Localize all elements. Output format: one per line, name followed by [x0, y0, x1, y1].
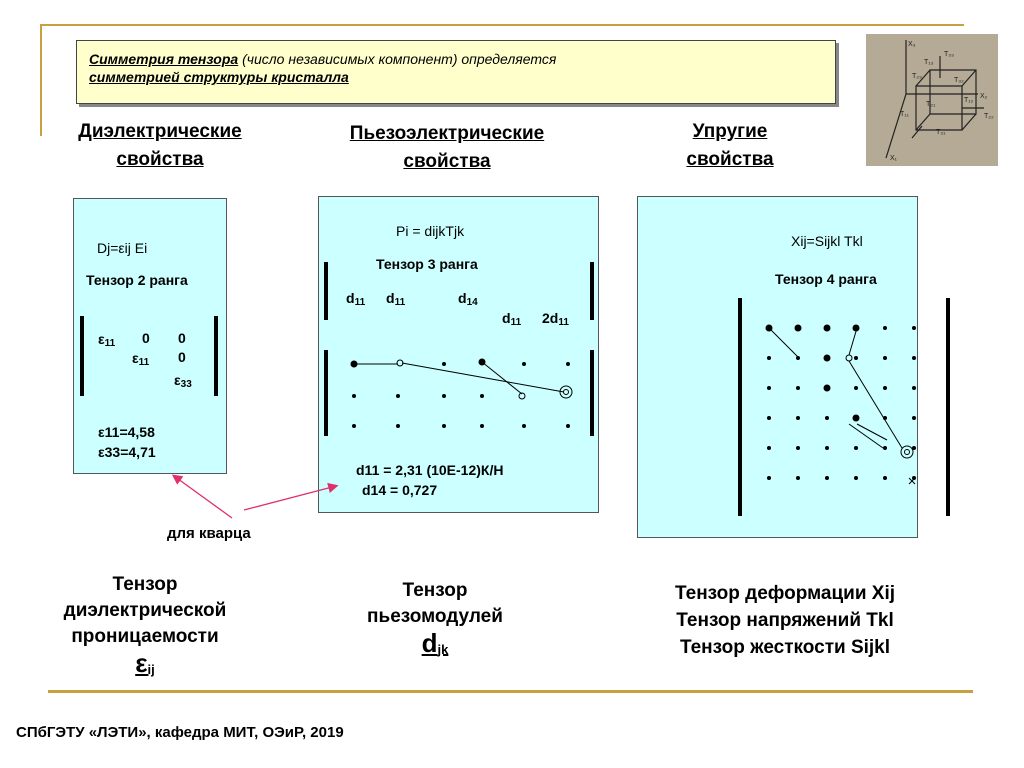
piezo-row2-b-symbol: 2d: [542, 310, 559, 326]
piezo-row1-c-index: 14: [466, 297, 478, 308]
piezo-matrix-dot: [566, 362, 570, 366]
piezo-caption-line1: Тензор: [402, 580, 468, 601]
elastic-matrix-dot: [883, 356, 887, 360]
elastic-matrix-dot: [824, 355, 831, 362]
elastic-double-dot: [901, 446, 913, 458]
piezo-matrix-dot: [352, 394, 356, 398]
elastic-matrix-dot: [912, 356, 916, 360]
piezo-caption-d: d: [421, 628, 438, 658]
elastic-link: [769, 328, 799, 358]
elastic-dot-matrix: [737, 300, 937, 510]
elastic-rank: Тензор 4 ранга: [775, 271, 877, 287]
dielectric-caption: [20, 572, 270, 683]
elastic-matrix-dot: [767, 446, 771, 450]
elastic-formula: Xij=Sijkl Tkl: [791, 233, 863, 249]
piezo-heading-line1: Пьезоэлектрические: [349, 123, 545, 144]
elastic-matrix-dot: [767, 476, 771, 480]
piezo-matrix-dot: [522, 362, 526, 366]
elastic-matrix-dot: [912, 386, 916, 390]
dielectric-formula: Dj=εij Ei: [97, 240, 148, 256]
intro-text: (число независимых компонент) определяется: [238, 51, 557, 67]
intro-term: Симметрия тензора: [89, 51, 239, 67]
bottom-rule: [48, 690, 973, 693]
elastic-matrix-dot: [767, 356, 771, 360]
dielectric-m22-symbol: ε: [132, 350, 139, 366]
elastic-matrix-dot: [796, 476, 800, 480]
piezo-matrix-dot: [442, 362, 446, 366]
dielectric-m33-index: 33: [180, 379, 192, 390]
elastic-matrix-dot: [854, 386, 858, 390]
left-rule: [40, 24, 42, 136]
piezo-heading: [318, 120, 576, 176]
dielectric-m13: 0: [178, 330, 186, 346]
dielectric-caption-line2: диэлектрической: [63, 600, 227, 621]
crystal-stress-diagram: [866, 34, 998, 166]
crystal-axis-label: X₂: [980, 93, 988, 100]
arrow-to-dielectric: [174, 476, 232, 518]
crystal-axis-label: T₂₁: [926, 101, 936, 108]
dielectric-m11: [98, 331, 115, 349]
piezo-matrix-dot: [522, 424, 526, 428]
elastic-link: [849, 361, 902, 448]
piezo-row1-b-symbol: d: [386, 290, 395, 306]
dielectric-caption-line3: проницаемости: [71, 626, 219, 647]
matrix-bracket-right: [214, 316, 218, 396]
dielectric-heading-line2: свойства: [116, 149, 204, 170]
piezo-matrix-dot: [480, 394, 484, 398]
elastic-hollow-dot: [846, 355, 852, 361]
crystal-axis-label: T₁₂: [964, 97, 974, 104]
elastic-matrix-dot: [796, 446, 800, 450]
crystal-axis-label: T₃₁: [936, 129, 946, 136]
elastic-matrix-dot: [825, 446, 829, 450]
elastic-matrix-dot: [825, 416, 829, 420]
elastic-matrix-dot: [853, 415, 860, 422]
elastic-link: [849, 424, 883, 448]
piezo-row2-a-symbol: d: [502, 310, 511, 326]
elastic-heading-line2: свойства: [686, 149, 774, 170]
elastic-matrix-dot: [854, 356, 858, 360]
matrix-bracket-left: [80, 316, 84, 396]
piezo-matrix-dot: [442, 424, 446, 428]
dielectric-m12: 0: [142, 330, 150, 346]
elastic-matrix-dot: [912, 416, 916, 420]
piezo-row1-a-symbol: d: [346, 290, 355, 306]
elastic-matrix-dot: [854, 476, 858, 480]
piezo-matrix-dot: [352, 424, 356, 428]
elastic-caption-line2: Тензор напряжений Tkl: [676, 610, 894, 631]
dielectric-caption-index: ij: [147, 662, 155, 677]
crystal-axis-label: X₁: [890, 155, 898, 162]
dielectric-m11-index: 11: [104, 338, 116, 349]
dielectric-m22-index: 11: [138, 357, 150, 368]
piezo-caption-line2: пьезомодулей: [367, 606, 503, 627]
piezo-formula: Pi = dijkTjk: [396, 223, 465, 239]
elastic-caption: [620, 580, 950, 661]
elastic-matrix-dot: [912, 326, 916, 330]
piezo-matrix-dot: [442, 394, 446, 398]
quartz-arrows: [160, 462, 350, 532]
piezo-row1-a-index: 11: [354, 297, 366, 308]
piezo-value-d14: d14 = 0,727: [362, 482, 438, 498]
elastic-caption-line3: Тензор жесткости Sijkl: [679, 637, 891, 658]
elastic-link: [857, 424, 887, 440]
quartz-label: для кварца: [167, 525, 251, 542]
dielectric-heading: [50, 118, 270, 174]
elastic-link: [849, 328, 857, 355]
elastic-matrix-dot: [824, 325, 831, 332]
dielectric-rank: Тензор 2 ранга: [86, 272, 188, 288]
crystal-axis-label: X₃: [908, 41, 916, 48]
arrow-to-piezo: [244, 486, 336, 510]
piezo-rank: Тензор 3 ранга: [376, 256, 478, 272]
piezo-row2-a-index: 11: [510, 317, 522, 328]
piezo-caption: [310, 578, 560, 663]
elastic-matrix-dot: [795, 325, 802, 332]
elastic-matrix-dot: [796, 416, 800, 420]
elastic-matrix-dot: [883, 326, 887, 330]
crystal-stress-image: [866, 34, 998, 166]
dielectric-m33-symbol: ε: [174, 372, 181, 388]
dielectric-heading-line1: Диэлектрические: [78, 121, 242, 142]
elastic-matrix-dot: [883, 446, 887, 450]
dielectric-m33: [174, 372, 192, 390]
piezo-row1-c-symbol: d: [458, 290, 467, 306]
elastic-double-dot-core: [905, 450, 910, 455]
crystal-axis-label: T₁₁: [900, 111, 909, 118]
dielectric-value-e11: ε11=4,58: [98, 424, 155, 440]
crystal-axis-label: T₂₂: [984, 113, 994, 120]
piezo-row1-b-index: 11: [394, 297, 406, 308]
dielectric-caption-symbol: [135, 648, 155, 678]
piezo-matrix-dot: [396, 424, 400, 428]
dielectric-m23: 0: [178, 349, 186, 365]
piezo-caption-index: jk: [437, 642, 449, 657]
dielectric-m11-symbol: ε: [98, 331, 105, 347]
intro-term-2: симметрией структуры кристалла: [89, 69, 349, 85]
piezo-matrix-dot: [566, 424, 570, 428]
dielectric-caption-line1: Тензор: [112, 574, 178, 595]
piezo-matrix-dot: [480, 424, 484, 428]
crystal-axis-label: T₃₃: [944, 51, 954, 58]
elastic-matrix-dot: [767, 386, 771, 390]
piezo-double-dot-core: [564, 390, 569, 395]
elastic-matrix-dot: [767, 416, 771, 420]
intro-box: [76, 40, 836, 104]
piezo-link: [402, 363, 564, 392]
piezo-caption-symbol: [422, 628, 449, 658]
dielectric-caption-epsilon: ε: [135, 648, 148, 678]
piezo-value-d11: d11 = 2,31 (10E-12)К/Н: [356, 462, 504, 478]
elastic-matrix-dot: [854, 446, 858, 450]
piezo-row2-b-index: 11: [558, 317, 569, 328]
dielectric-m22: [132, 350, 149, 368]
footer-text: СПбГЭТУ «ЛЭТИ», кафедра МИТ, ОЭиР, 2019: [16, 724, 344, 741]
elastic-matrix-dot: [825, 476, 829, 480]
elastic-heading: [640, 118, 820, 174]
piezo-matrix-dot: [396, 394, 400, 398]
elastic-matrix-dot: [883, 386, 887, 390]
elastic-bracket-right: [946, 298, 950, 516]
dielectric-value-e33: ε33=4,71: [98, 444, 156, 460]
elastic-caption-line1: Тензор деформации Xij: [674, 583, 896, 604]
elastic-matrix-dot: [796, 386, 800, 390]
crystal-axis-label: T₁₃: [924, 59, 934, 66]
top-rule: [40, 24, 964, 26]
crystal-axis-label: T₃₂: [954, 77, 964, 84]
crystal-axis-label: T₂₃: [912, 73, 922, 80]
elastic-heading-line1: Упругие: [692, 121, 768, 142]
piezo-heading-line2: свойства: [403, 151, 491, 172]
elastic-matrix-dot: [883, 476, 887, 480]
elastic-matrix-dot: [824, 385, 831, 392]
